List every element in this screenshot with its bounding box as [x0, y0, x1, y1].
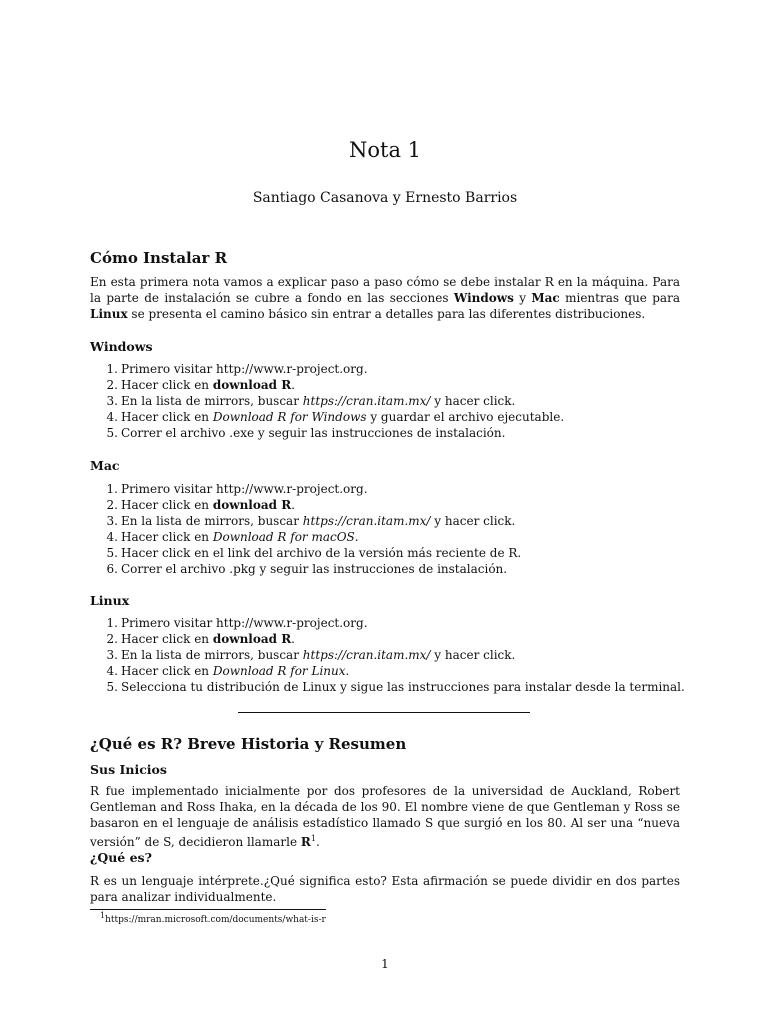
list-item: 4. Hacer click en Download R for Linux. [106, 664, 350, 678]
mac-bold: Mac [531, 291, 560, 305]
que-es-paragraph: R es un lenguaje intérprete.¿Qué significa esto? Esta afirmación se puede dividir en dos partes para analizar individualmente. [90, 874, 680, 904]
section-heading-install: Cómo Instalar R [90, 249, 228, 267]
linux-bold: Linux [90, 307, 128, 321]
install-intro-paragraph: En esta primera nota vamos a explicar paso a paso cómo se debe instalar R en la máquina. Para la parte de instalación se cubre a fondo en las secciones Windows y Mac mientras que para Linux se presenta el camino básico sin entrar a detalles para las diferentes distribuciones. [90, 275, 680, 321]
windows-bold: Windows [453, 291, 514, 305]
subheading-que-es: ¿Qué es? [90, 850, 152, 865]
subheading-linux: Linux [90, 593, 130, 608]
document-title: Nota 1 [348, 138, 421, 162]
list-item: 6. Correr el archivo .pkg y seguir las instrucciones de instalación. [106, 562, 508, 576]
subheading-mac: Mac [90, 458, 120, 473]
list-item: 3. En la lista de mirrors, buscar https://cran.itam.mx/ y hacer click. [106, 394, 516, 408]
windows-steps-list [90, 361, 564, 441]
page-number: 1 [381, 957, 389, 971]
r-bold: R [300, 835, 311, 849]
list-item: 4. Hacer click en Download R for macOS. [106, 530, 359, 544]
linux-steps-list [90, 615, 685, 695]
footnote: $^1$https://mran.microsoft.com/documents/what-is-r [100, 911, 326, 925]
document-authors: Santiago Casanova y Ernesto Barrios [252, 190, 518, 206]
list-item: 3. En la lista de mirrors, buscar https://cran.itam.mx/ y hacer click. [106, 514, 516, 528]
list-item: 1. Primero visitar http://www.r-project.org. [106, 616, 368, 630]
list-item: 1. Primero visitar http://www.r-project.org. [106, 482, 368, 496]
subheading-inicios: Sus Inicios [90, 762, 167, 777]
section-heading-what-is-r: ¿Qué es R? Breve Historia y Resumen [90, 735, 407, 753]
footnote-url: https://mran.microsoft.com/documents/what-is-r [105, 915, 326, 925]
list-item: 1. Primero visitar http://www.r-project.org. [106, 362, 368, 376]
subheading-windows: Windows [90, 339, 153, 354]
list-item: 2. Hacer click en download R. [106, 378, 295, 392]
list-item: 2. Hacer click en download R. [106, 498, 295, 512]
footnote-marker: 1 [310, 834, 316, 843]
list-item: 3. En la lista de mirrors, buscar https://cran.itam.mx/ y hacer click. [106, 648, 516, 662]
mac-steps-list [90, 481, 521, 577]
inicios-paragraph: R fue implementado inicialmente por dos profesores de la universidad de Auckland, Robert Gentleman and Ross Ihaka, en la década de los 90. El nombre viene de que Gentleman y Ross se basaron en el lenguaje de análisis estadístico llamado S que surgió en los 80. Al ser una “nueva versión” de S, decidieron llamarle $R^1$. [90, 784, 680, 849]
section-divider [238, 712, 530, 713]
list-item: 2. Hacer click en download R. [106, 632, 295, 646]
list-item: 4. Hacer click en Download R for Windows y guardar el archivo ejecutable. [106, 410, 565, 424]
list-item: 5. Selecciona tu distribución de Linux y sigue las instrucciones para instalar desde la terminal. [106, 680, 685, 694]
footnote-rule [90, 909, 326, 910]
list-item: 5. Correr el archivo .exe y seguir las instrucciones de instalación. [106, 426, 506, 440]
list-item: 5. Hacer click en el link del archivo de la versión más reciente de R. [106, 546, 522, 560]
